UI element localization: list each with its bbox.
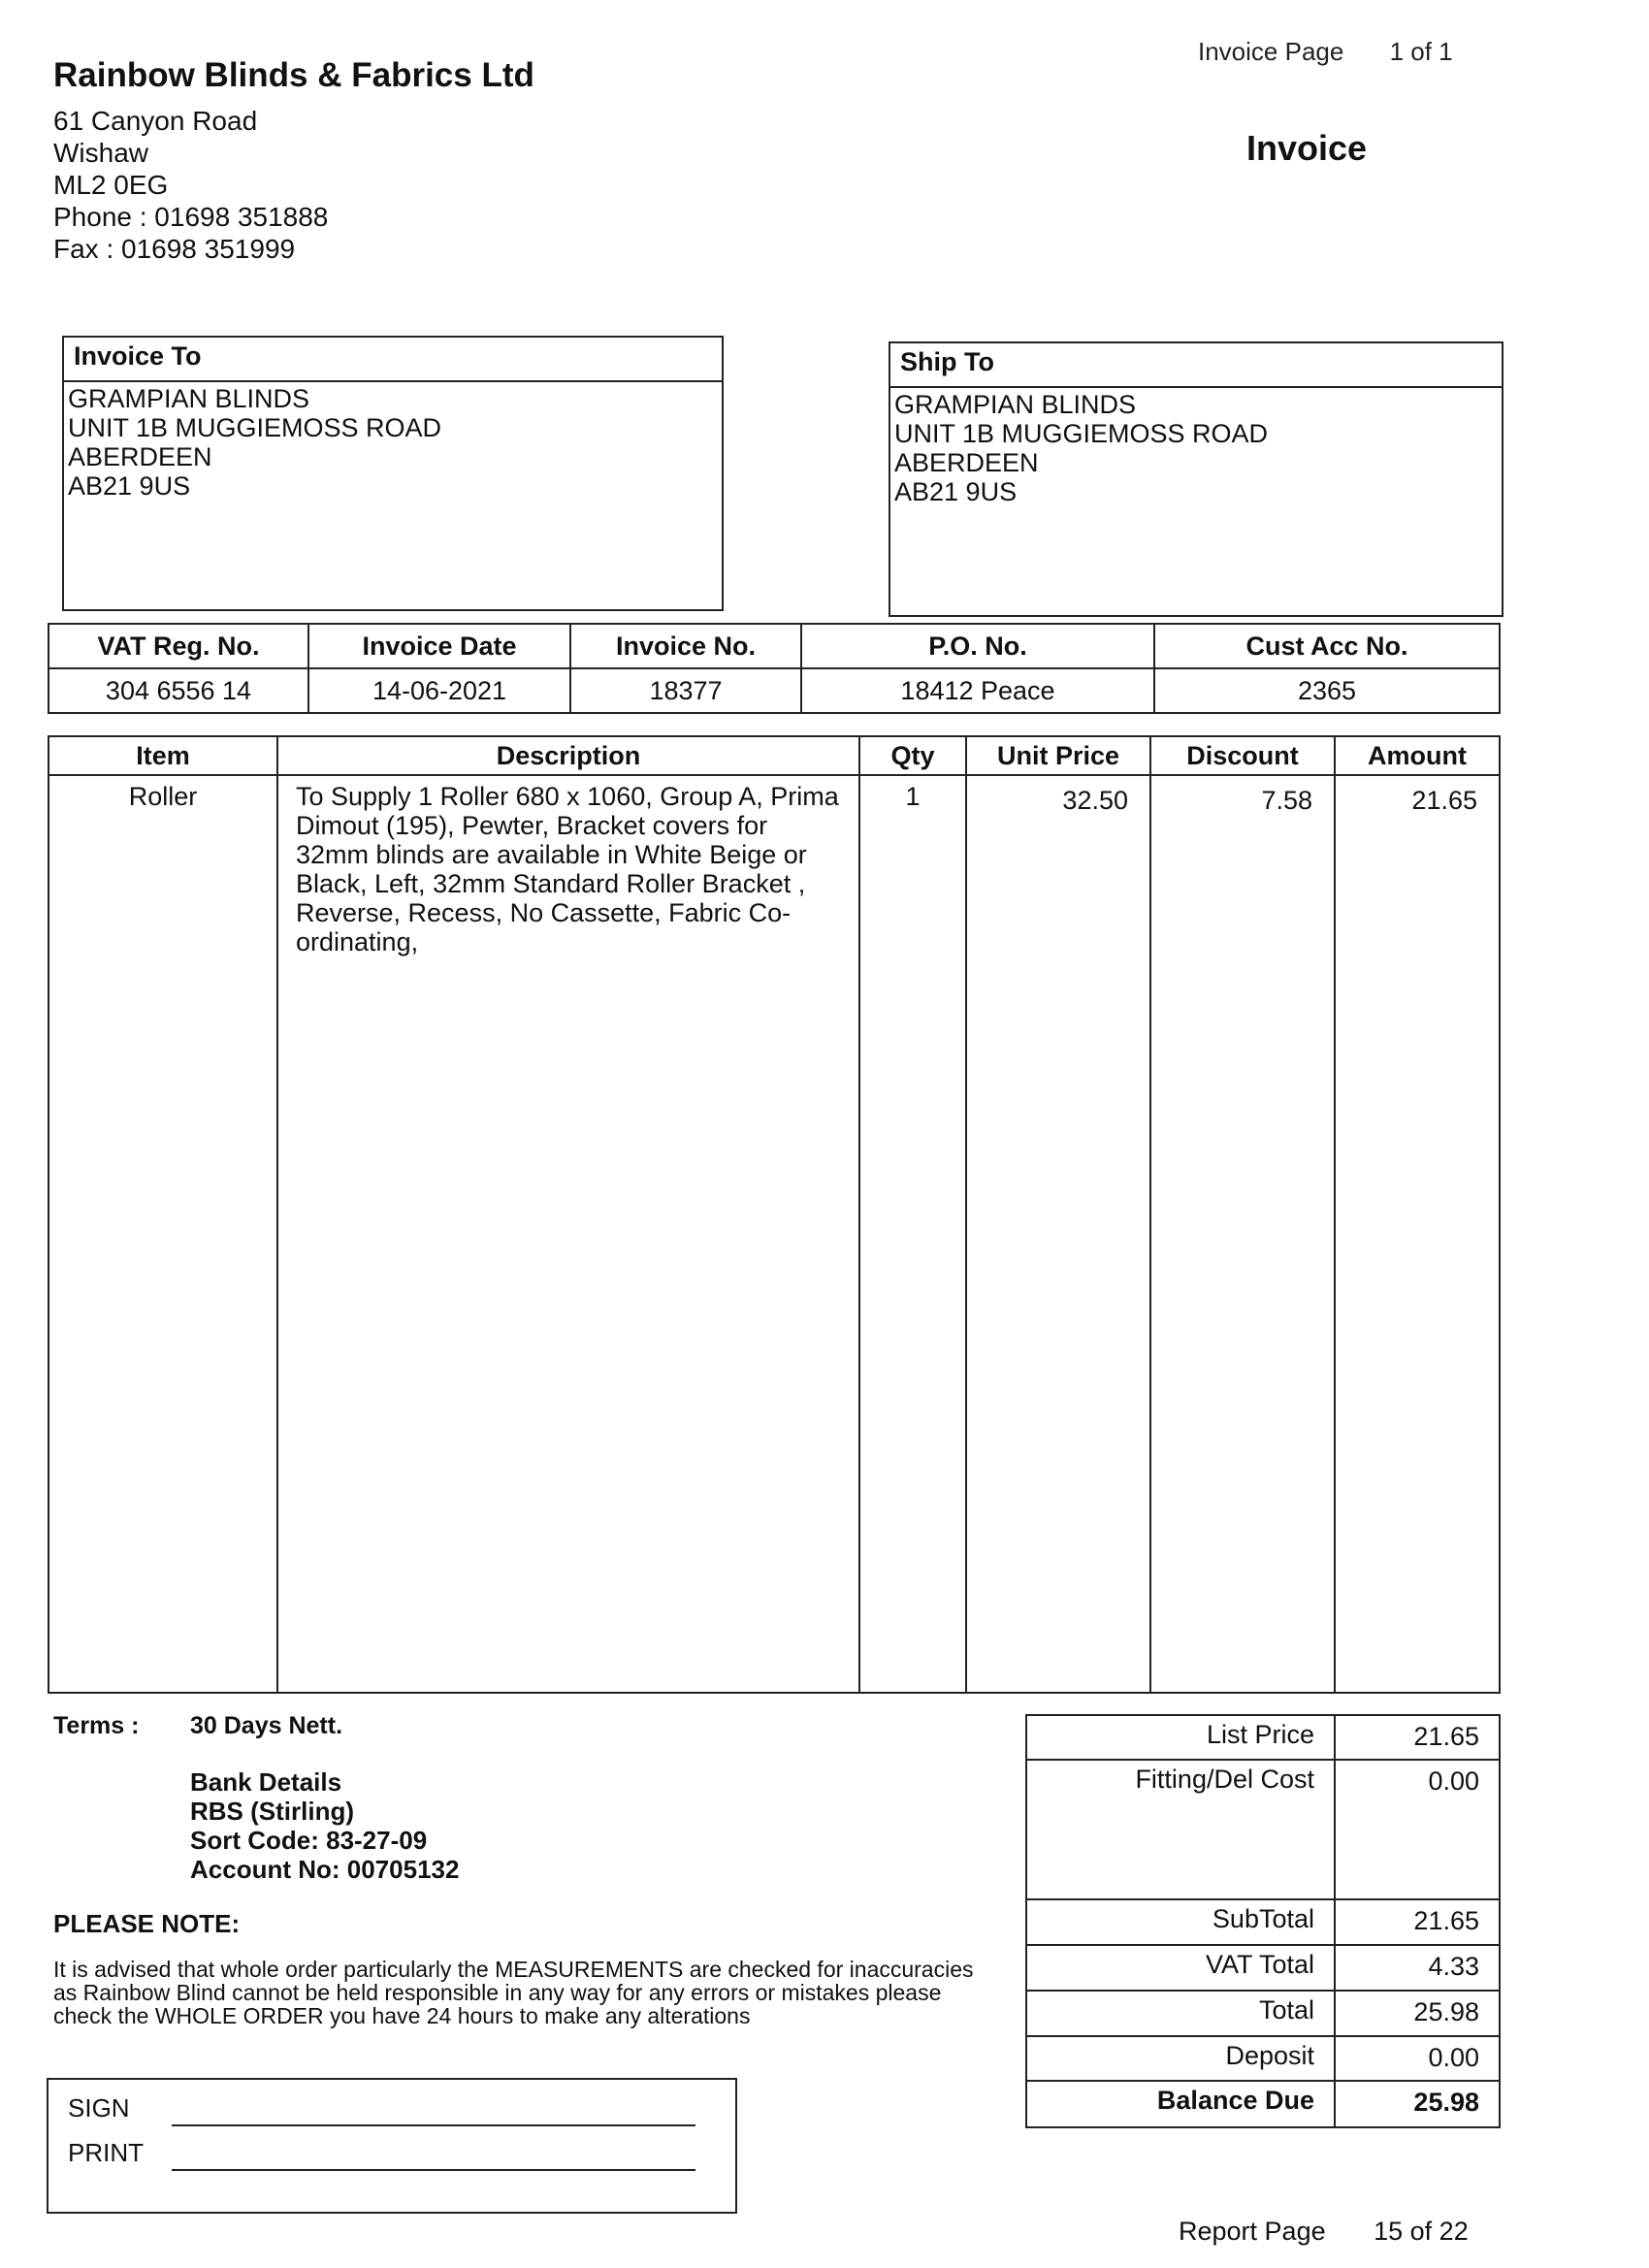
total-label: Total [1026,1991,1335,2036]
invoice-to-line: ABERDEEN [68,442,212,471]
unit-price-header: Unit Price [966,736,1150,775]
company-address-line: 61 Canyon Road [53,106,258,136]
deposit-label: Deposit [1026,2036,1335,2081]
invoice-page-value: 1 of 1 [1389,37,1453,66]
vat-reg-value: 304 6556 14 [48,668,308,713]
po-no-header: P.O. No. [801,624,1154,668]
description-cell: To Supply 1 Roller 680 x 1060, Group A, Prima Dimout (195), Pewter, Bracket covers for 32mm blinds are available in White Beige or Black, Left, 32mm Standard Roller Bracket , Reverse, Recess, No Cassette, Fabric Co-ordinating, [277,775,859,1693]
invoice-date-value: 14-06-2021 [308,668,570,713]
sign-label: SIGN [68,2093,130,2122]
company-name: Rainbow Blinds & Fabrics Ltd [53,56,534,94]
cust-acc-value: 2365 [1154,668,1500,713]
ship-to-heading: Ship To [890,343,1502,388]
amount-cell: 21.65 [1335,775,1500,1693]
item-header: Item [48,736,277,775]
item-cell: Roller [48,775,277,1693]
discount-cell: 7.58 [1150,775,1335,1693]
report-page-indicator [1179,2217,1469,2247]
invoice-to-address [64,382,722,502]
invoice-date-header: Invoice Date [308,624,570,668]
print-label: PRINT [68,2138,144,2167]
document-title: Invoice [1246,128,1368,168]
ship-to-box [889,341,1504,617]
subtotal-value: 21.65 [1335,1899,1500,1945]
po-no-value: 18412 Peace [801,668,1154,713]
line-items-table [48,735,1501,1694]
vat-total-value: 4.33 [1335,1945,1500,1991]
list-price-label: List Price [1026,1715,1335,1760]
vat-reg-header: VAT Reg. No. [48,624,308,668]
sign-line[interactable] [172,2124,695,2126]
invoice-to-box [62,336,724,611]
invoice-page-indicator [1198,37,1453,67]
invoice-to-line: GRAMPIAN BLINDS [68,384,310,413]
sort-code: Sort Code: 83-27-09 [190,1826,428,1855]
ship-to-line: GRAMPIAN BLINDS [894,390,1137,419]
terms-label: Terms : [53,1712,140,1739]
signature-box [47,2078,737,2214]
invoice-info-table [48,623,1501,714]
subtotal-label: SubTotal [1026,1899,1335,1945]
table-row [48,775,1500,1693]
vat-total-label: VAT Total [1026,1945,1335,1991]
company-fax: Fax : 01698 351999 [53,234,296,264]
print-line[interactable] [172,2169,695,2171]
description-header: Description [277,736,859,775]
unit-price-cell: 32.50 [966,775,1150,1693]
account-no: Account No: 00705132 [190,1855,460,1884]
please-note-title: PLEASE NOTE: [53,1909,241,1938]
invoice-page-label: Invoice Page [1198,37,1344,66]
please-note-text: It is advised that whole order particularly the MEASUREMENTS are checked for inaccuracies as Rainbow Blind cannot be held responsible in any way for any errors or mistakes please check the WHOLE ORDER you have 24 hours to make any alterations [53,1957,974,2028]
company-phone: Phone : 01698 351888 [53,202,329,232]
ship-to-line: AB21 9US [894,477,1018,506]
qty-header: Qty [859,736,966,775]
fitting-cost-label: Fitting/Del Cost [1026,1760,1335,1899]
ship-to-line: ABERDEEN [894,448,1039,477]
ship-to-address [890,388,1502,508]
balance-due-value: 25.98 [1335,2081,1500,2127]
balance-due-label: Balance Due [1026,2081,1335,2127]
terms-value: 30 Days Nett. [190,1712,343,1739]
invoice-to-line: UNIT 1B MUGGIEMOSS ROAD [68,413,442,442]
cust-acc-header: Cust Acc No. [1154,624,1500,668]
deposit-value: 0.00 [1335,2036,1500,2081]
qty-cell: 1 [859,775,966,1693]
company-address-line: ML2 0EG [53,170,169,200]
invoice-to-line: AB21 9US [68,471,191,501]
fitting-cost-value: 0.00 [1335,1760,1500,1899]
list-price-value: 21.65 [1335,1715,1500,1760]
totals-table [1025,1714,1501,2128]
invoice-no-header: Invoice No. [570,624,801,668]
total-value: 25.98 [1335,1991,1500,2036]
company-address-line: Wishaw [53,138,149,168]
bank-name: RBS (Stirling) [190,1797,354,1826]
invoice-no-value: 18377 [570,668,801,713]
invoice-to-heading: Invoice To [64,338,722,382]
discount-header: Discount [1150,736,1335,775]
amount-header: Amount [1335,736,1500,775]
ship-to-line: UNIT 1B MUGGIEMOSS ROAD [894,419,1269,448]
report-page-value: 15 of 22 [1374,2217,1469,2246]
bank-details-heading: Bank Details [190,1767,342,1797]
report-page-label: Report Page [1179,2217,1326,2246]
